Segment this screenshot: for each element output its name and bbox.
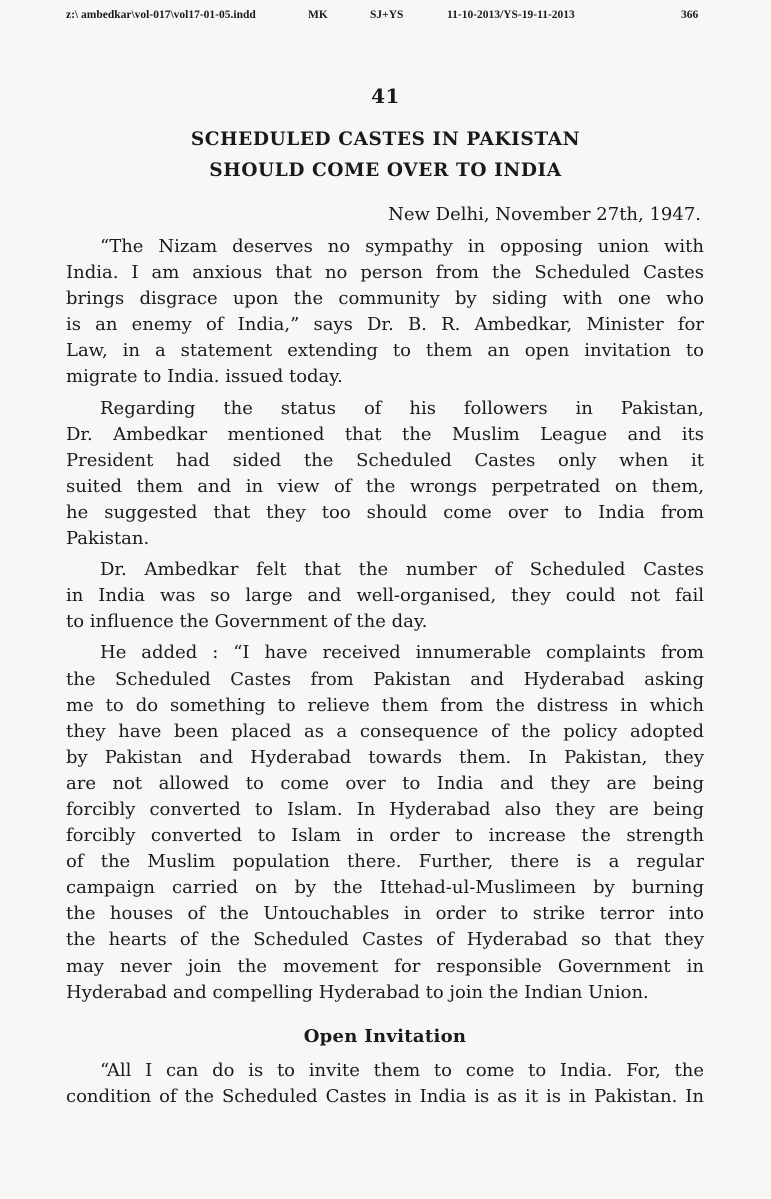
chapter-title-line: SHOULD COME OVER TO INDIA [209, 160, 562, 181]
text-line: forcibly converted to Islam. In Hyderabad also they are being [66, 798, 704, 820]
text-line: Dr. Ambedkar felt that the number of Scheduled Castes [100, 559, 704, 581]
text-line: Dr. Ambedkar mentioned that the Muslim League and its [66, 423, 704, 445]
article-body [66, 200, 704, 1110]
text-line: the Scheduled Castes from Pakistan and Hyderabad asking [66, 668, 704, 690]
paragraph [66, 1058, 704, 1110]
text-line: of the Muslim population there. Further, there is a regular [66, 851, 704, 873]
text-line: migrate to India. issued today. [66, 366, 343, 388]
text-line: the houses of the Untouchables in order to strike terror into [66, 903, 704, 925]
paragraph [66, 396, 704, 553]
text-line: forcibly converted to Islam in order to increase the strength [66, 825, 704, 847]
text-line: Regarding the status of his followers in Pakistan, [100, 397, 704, 419]
slug-team: SJ+YS [370, 9, 404, 21]
text-line: they have been placed as a consequence of the policy adopted [66, 720, 704, 742]
text-line: President had sided the Scheduled Castes only when it [66, 449, 704, 471]
text-line: “The Nizam deserves no sympathy in opposing union with [100, 236, 704, 257]
dateline: New Delhi, November 27th, 1947. [388, 204, 701, 225]
text-line: brings disgrace upon the community by siding with one who [66, 288, 704, 310]
text-line: Pakistan. [66, 528, 150, 550]
chapter-title-line: SCHEDULED CASTES IN PAKISTAN [190, 129, 581, 150]
text-line: “All I can do is to invite them to come to India. For, the [100, 1059, 704, 1081]
chapter-title [100, 124, 671, 186]
paragraph [66, 640, 704, 1005]
slug-dates: 11-10-2013/YS-19-11-2013 [447, 9, 575, 21]
text-line: the hearts of the Scheduled Castes of Hyderabad so that they [66, 929, 704, 951]
print-slug [0, 9, 771, 29]
page-number: 366 [681, 9, 699, 21]
text-line: by Pakistan and Hyderabad towards them. In Pakistan, they [66, 746, 704, 768]
text-line: suited them and in view of the wrongs perpetrated on them, [66, 475, 704, 497]
text-line: to influence the Government of the day. [66, 611, 428, 633]
text-line: Law, in a statement extending to them an open invitation to [66, 340, 704, 362]
paragraph [66, 234, 704, 391]
text-line: are not allowed to come over to India and they are being [66, 772, 704, 794]
text-line: He added : “I have received innumerable complaints from [100, 642, 704, 664]
text-line: may never join the movement for responsible Government in [66, 955, 704, 977]
text-line: is an enemy of India,” says Dr. B. R. Ambedkar, Minister for [66, 314, 704, 336]
section-heading: Open Invitation [303, 1025, 467, 1047]
text-line: India. I am anxious that no person from the Scheduled Castes [66, 262, 704, 284]
text-line: campaign carried on by the Ittehad-ul-Muslimeen by burning [66, 877, 704, 899]
text-line: condition of the Scheduled Castes in India is as it is in Pakistan. In [66, 1085, 704, 1107]
text-line: in India was so large and well-organised, they could not fail [66, 585, 704, 607]
slug-file-path: z:\ ambedkar\vol-017\vol17-01-05.indd [66, 9, 256, 21]
paragraph [66, 557, 704, 635]
text-line: me to do something to relieve them from the distress in which [66, 694, 704, 716]
slug-initials: MK [308, 9, 328, 21]
text-line: he suggested that they too should come over to India from [66, 501, 704, 523]
text-line: Hyderabad and compelling Hyderabad to join the Indian Union. [66, 981, 649, 1003]
chapter-number: 41 [371, 84, 400, 108]
